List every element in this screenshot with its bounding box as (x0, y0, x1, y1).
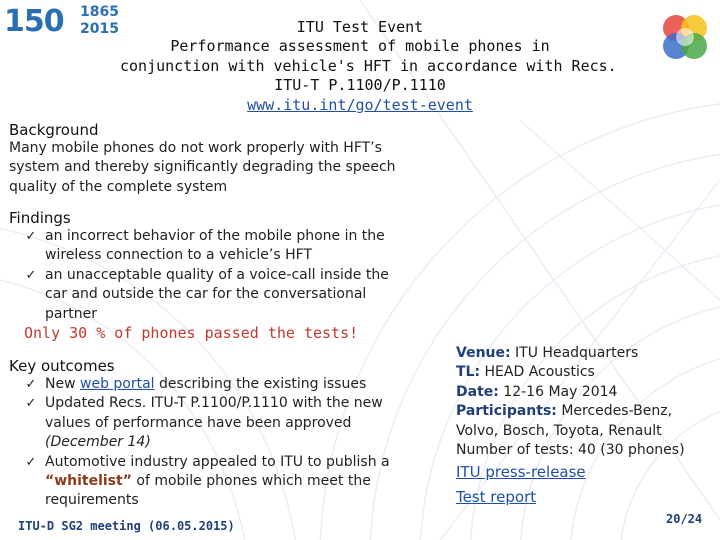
logo-year-start: 1865 (80, 4, 119, 20)
findings-list (9, 227, 459, 324)
background-section (9, 121, 459, 197)
checkmark-icon: ✓ (25, 267, 37, 283)
outcomes-heading: Key outcomes (9, 357, 115, 375)
pass-rate-highlight: Only 30 % of phones passed the tests! (24, 324, 359, 342)
background-text (9, 139, 459, 197)
outcomes-list (9, 375, 454, 511)
web-portal-link[interactable]: web portal (80, 376, 155, 392)
tests-row: Number of tests: 40 (30 phones) (456, 442, 685, 459)
venue-row: Venue: ITU Headquarters (456, 345, 639, 361)
findings-heading: Findings (9, 209, 71, 227)
title-line-3: conjunction with vehicle's HFT in accordance with Recs. (120, 56, 617, 75)
checkmark-icon: ✓ (25, 377, 37, 392)
background-line: Many mobile phones do not work properly with HFT’s (9, 140, 382, 156)
press-release-link[interactable]: ITU press-release (456, 463, 586, 482)
list-item: ✓ an unacceptable quality of a voice-call inside the car and outside the car for the conversational partner (9, 266, 459, 324)
test-event-link[interactable]: www.itu.int/go/test-event (247, 95, 473, 114)
findings-section (9, 209, 459, 324)
list-item: ✓ an incorrect behavior of the mobile phone in the wireless connection to a vehicle’s HFT (9, 227, 459, 266)
participants-row-2: Volvo, Bosch, Toyota, Renault (456, 422, 662, 439)
key-outcomes-section (9, 357, 454, 511)
itu-150-logo (4, 2, 119, 44)
page-title (120, 18, 617, 115)
rings-logo-icon (658, 12, 712, 64)
logo-years (80, 4, 119, 38)
logo-anniversary: 150 (4, 4, 64, 39)
background-line: system and thereby significantly degrading the speech (9, 159, 396, 176)
footer-meeting: ITU-D SG2 meeting (06.05.2015) (18, 519, 235, 533)
whitelist-term: “whitelist” (45, 473, 132, 490)
list-item: ✓ Updated Recs. ITU-T P.1100/P.1110 with the new values of performance have been approved (December 14) (9, 394, 454, 452)
page-number: 20/24 (666, 512, 703, 526)
list-item: ✓ Automotive industry appealed to ITU to publish a “whitelist” of mobile phones which meet the requirements (9, 453, 454, 511)
title-line-2: Performance assessment of mobile phones in (170, 37, 550, 56)
list-item: ✓ New web portal describing the existing issues (9, 375, 454, 394)
title-line-4: ITU-T P.1100/P.1110 (274, 76, 446, 95)
logo-year-end: 2015 (80, 21, 119, 37)
participants-row: Participants: Mercedes-Benz, (456, 403, 673, 420)
tl-row: TL: HEAD Acoustics (456, 364, 595, 381)
test-report-link[interactable]: Test report (456, 488, 537, 507)
background-heading: Background (9, 121, 99, 139)
checkmark-icon: ✓ (25, 454, 37, 470)
event-details (456, 344, 718, 510)
background-line: quality of the complete system (9, 178, 228, 195)
checkmark-icon: ✓ (25, 396, 37, 412)
checkmark-icon: ✓ (25, 229, 37, 244)
title-line-1: ITU Test Event (296, 18, 424, 36)
date-row: Date: 12-16 May 2014 (456, 383, 618, 400)
